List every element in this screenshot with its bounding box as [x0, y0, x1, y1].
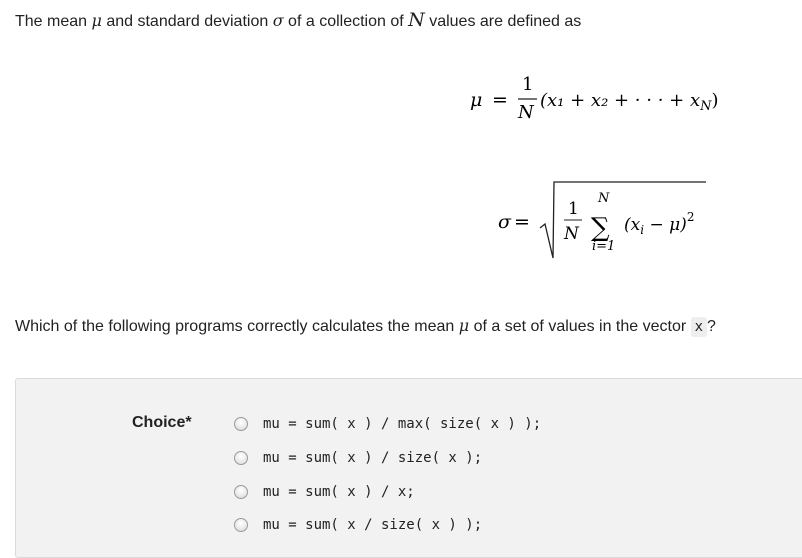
std-exponent: 2: [686, 210, 695, 224]
mean-equals: =: [492, 89, 508, 111]
intro-part3: of a collection of: [283, 13, 409, 30]
intro-part4: values are defined as: [424, 13, 582, 30]
choice-option-2[interactable]: [234, 446, 482, 470]
radio-button-3[interactable]: [234, 485, 248, 499]
option-code-4: mu = sum( x / size( x ) );: [263, 517, 483, 533]
sigma-symbol: σ: [272, 11, 284, 30]
std-formula: [494, 178, 734, 264]
mean-lhs: μ: [470, 89, 483, 111]
sum-symbol: ∑: [591, 213, 610, 243]
n-symbol: N: [408, 9, 425, 31]
mean-subscript-n: N: [700, 99, 712, 114]
mean-body-main: (x₁ + x₂ + · · · + x: [540, 90, 701, 111]
mean-numerator: 1: [522, 74, 534, 95]
question-part2: of a set of values in the vector: [469, 318, 691, 335]
std-term-rest: − μ): [644, 215, 687, 235]
std-equals: =: [514, 211, 530, 233]
vector-code-chip: x: [691, 317, 707, 337]
intro-part2: and standard deviation: [101, 13, 273, 30]
choice-option-4[interactable]: [234, 513, 482, 537]
std-term-open: (x: [624, 215, 641, 235]
option-code-1: mu = sum( x ) / max( size( x ) );: [263, 416, 542, 432]
question-mu-symbol: μ: [458, 316, 470, 335]
intro-part1: The mean: [15, 13, 92, 30]
choice-option-1[interactable]: [234, 412, 541, 436]
option-code-3: mu = sum( x ) / x;: [263, 484, 415, 500]
mu-symbol: μ: [91, 11, 102, 30]
std-term: [624, 210, 694, 237]
choice-label: Choice*: [132, 414, 192, 431]
mean-body: [540, 90, 719, 114]
sum-upper-limit: N: [598, 191, 610, 206]
mean-close: ): [711, 90, 719, 111]
std-term-sub: i: [640, 223, 645, 237]
std-lhs: σ: [498, 211, 511, 233]
question-text: [15, 316, 716, 337]
choice-panel: [15, 378, 802, 558]
sum-lower-limit: i=1: [592, 239, 616, 254]
mean-denominator: N: [518, 102, 534, 123]
choice-option-3[interactable]: [234, 480, 415, 504]
question-part1: Which of the following programs correctly calculates the mean: [15, 318, 459, 335]
question-part3: ?: [707, 318, 716, 335]
radio-button-1[interactable]: [234, 417, 248, 431]
std-numerator: 1: [568, 199, 579, 219]
radio-button-4[interactable]: [234, 518, 248, 532]
intro-text: [15, 10, 581, 32]
mean-formula: [470, 72, 760, 132]
radio-button-2[interactable]: [234, 451, 248, 465]
option-code-2: mu = sum( x ) / size( x );: [263, 450, 483, 466]
std-denominator: N: [564, 224, 579, 244]
